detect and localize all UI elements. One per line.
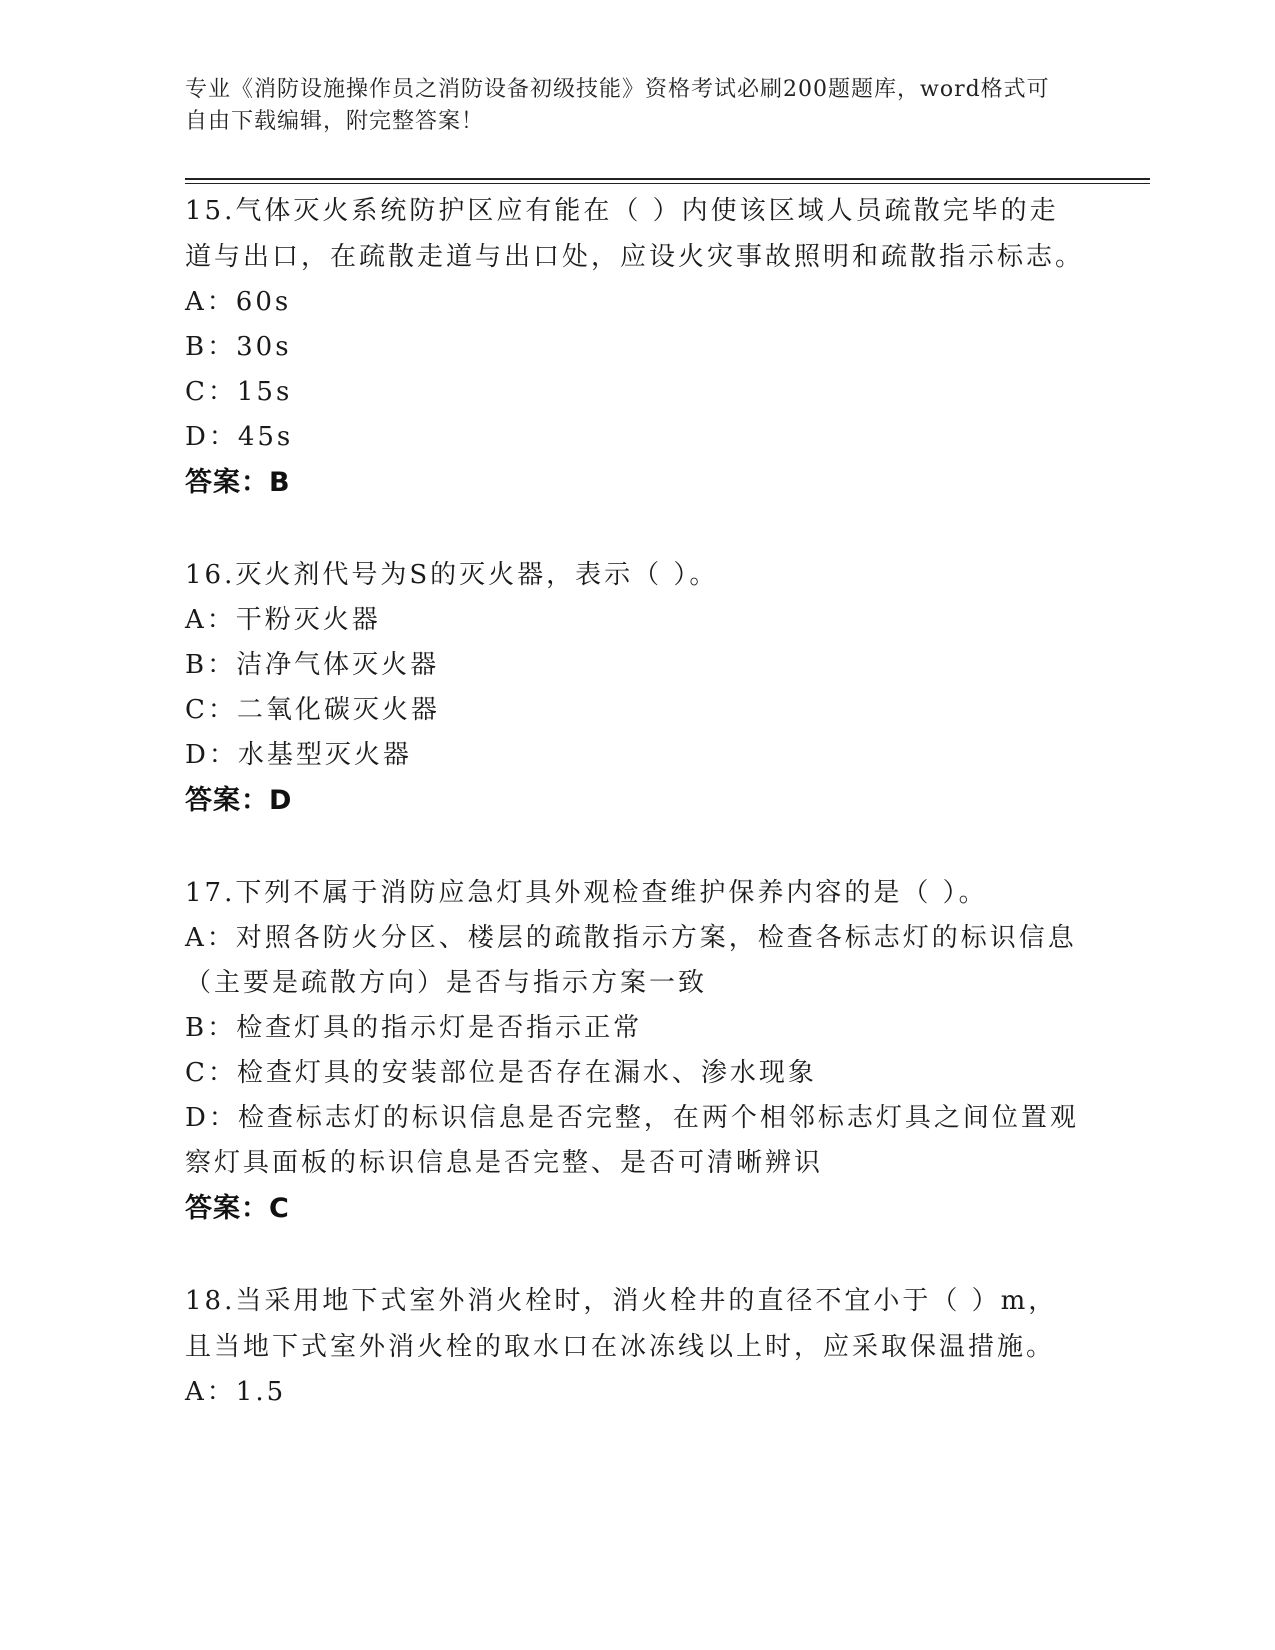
header-divider-thin (185, 183, 1150, 184)
question-stem: 16.灭火剂代号为S的灭火器，表示（ ）。 (185, 560, 719, 590)
question-16 (185, 552, 1085, 824)
question-list (185, 188, 1085, 1415)
question-17 (185, 870, 1085, 1232)
option-b: B：检查灯具的指示灯是否指示正常 (185, 1013, 643, 1043)
option-a: A：60s (185, 287, 292, 317)
question-stem: 18.当采用地下式室外消火栓时，消火栓井的直径不宜小于（ ）m，且当地下式室外消火栓的取水口在冰冻线以上时，应采取保温措施。 (185, 1286, 1058, 1362)
answer: 答案：D (185, 785, 293, 816)
document-intro: 专业《消防设施操作员之消防设备初级技能》资格考试必刷200题题库，word格式可自由下载编辑，附完整答案！ (185, 77, 1050, 134)
option-b: B：洁净气体灭火器 (185, 650, 440, 680)
option-c: C：15s (185, 377, 293, 407)
option-c: C：检查灯具的安装部位是否存在漏水、渗水现象 (185, 1058, 817, 1088)
answer: 答案：B (185, 467, 291, 498)
option-d: D：检查标志灯的标识信息是否完整，在两个相邻标志灯具之间位置观察灯具面板的标识信息是否完整、是否可清晰辨识 (185, 1103, 1079, 1178)
spacer (185, 824, 1085, 870)
option-c: C：二氧化碳灭火器 (185, 695, 440, 725)
option-a: A：干粉灭火器 (185, 605, 381, 635)
option-b: B：30s (185, 332, 292, 362)
option-d: D：水基型灭火器 (185, 740, 412, 770)
answer: 答案：C (185, 1193, 290, 1224)
option-d: D：45s (185, 422, 294, 452)
spacer (185, 1232, 1085, 1278)
header-divider-thick (185, 178, 1150, 180)
question-stem: 15.气体灭火系统防护区应有能在（ ）内使该区域人员疏散完毕的走道与出口，在疏散走道与出口处，应设火灾事故照明和疏散指示标志。 (185, 196, 1085, 272)
spacer (185, 506, 1085, 552)
question-stem: 17.下列不属于消防应急灯具外观检查维护保养内容的是（ ）。 (185, 878, 988, 908)
option-a: A：1.5 (185, 1377, 287, 1407)
option-a: A：对照各防火分区、楼层的疏散指示方案，检查各标志灯的标识信息（主要是疏散方向）是否与指示方案一致 (185, 923, 1077, 998)
question-18 (185, 1278, 1085, 1415)
question-15 (185, 188, 1085, 506)
